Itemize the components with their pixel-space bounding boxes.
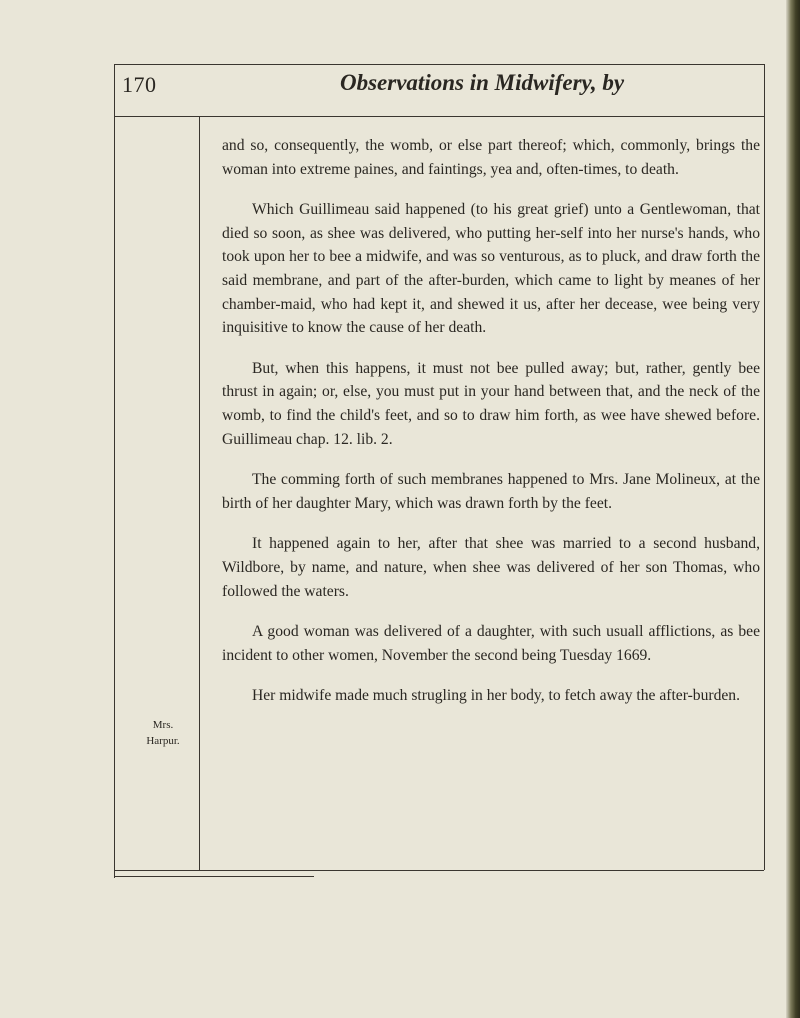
margin-note-line-1: Mrs.	[152, 719, 174, 731]
running-head: Observations in Midwifery, by	[340, 70, 625, 95]
margin-note-line-2: Harpur.	[146, 735, 180, 747]
body-text	[222, 134, 760, 725]
page-number: 170	[122, 72, 157, 97]
paragraph: Which Guillimeau said happened (to his great grief) unto a Gentlewoman, that died so soon, as shee was delivered, who putting her-self into her nurse's hands, who took upon her to bee a midwife, and was so venturous, as to pluck, and draw forth the said membrane, and part of the after-burden, which came to light by meanes of her chamber-maid, who had kept it, and shewed it us, after her decease, wee being very inquisitive to know the cause of her death.	[222, 201, 760, 337]
paragraph: Her midwife made much strugling in her body, to fetch away the after-burden.	[252, 687, 740, 705]
paragraph: and so, consequently, the womb, or else part thereof; which, commonly, brings the woman into extreme paines, and faintings, yea and, often-times, to death.	[222, 137, 760, 178]
margin-note	[136, 717, 190, 749]
paragraph: A good woman was delivered of a daughter, with such usuall afflictions, as bee incident to other women, November the second being Tuesday 1669.	[222, 623, 760, 664]
paragraph: It happened again to her, after that shee was married to a second husband, Wildbore, by name, and nature, when shee was delivered of her son Thomas, who followed the waters.	[222, 535, 760, 600]
header-divider	[114, 116, 764, 117]
margin-divider	[199, 116, 200, 871]
book-spine-edge	[786, 0, 800, 1018]
frame-top-border	[114, 64, 764, 65]
frame-left-border	[114, 64, 115, 878]
paragraph: The comming forth of such membranes happened to Mrs. Jane Molineux, at the birth of her daughter Mary, which was drawn forth by the feet.	[222, 471, 760, 512]
frame-right-border	[764, 64, 765, 870]
paragraph: But, when this happens, it must not bee pulled away; but, rather, gently bee thrust in again; or, else, you must put in your hand between that, and the neck of the womb, to find the child's feet, and so to draw him forth, as wee have shewed before. Guillimeau chap. 12. lib. 2.	[222, 359, 760, 448]
footer-divider	[114, 870, 764, 871]
footer-divider-secondary	[114, 876, 314, 877]
